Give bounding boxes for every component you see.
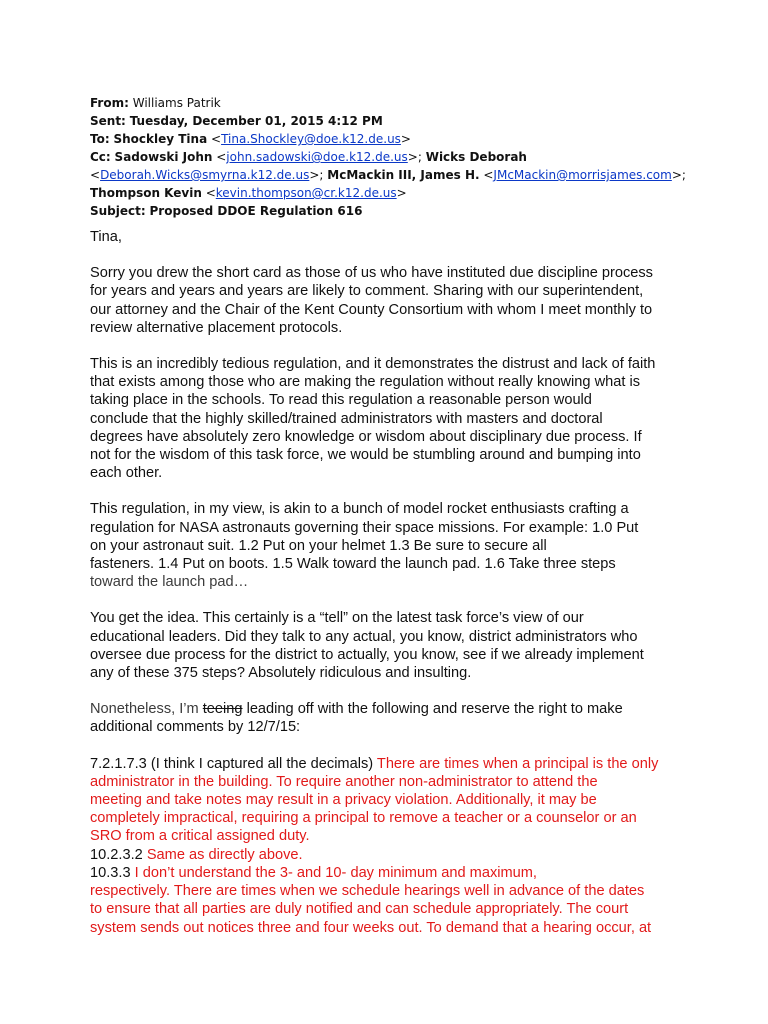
text-line: taking place in the schools. To read this regulation a reasonable person would: [90, 392, 592, 409]
cc-email-link-3[interactable]: kevin.thompson@cr.k12.de.us: [215, 186, 397, 200]
email-body: [90, 228, 710, 955]
text-line: oversee due process for the district to actually, you know, see if we already implement: [90, 646, 644, 663]
text-line: This is an incredibly tedious regulation, and it demonstrates the distrust and lack of faith: [90, 356, 656, 373]
comments-block: [90, 755, 710, 937]
text-line: additional comments by 12/7/15:: [90, 719, 301, 736]
to-line: To: Shockley Tina <Tina.Shockley@doe.k12.de.us>: [90, 132, 411, 146]
to-label: To:: [90, 132, 110, 146]
greeting: Tina,: [90, 229, 122, 245]
text-line: You get the idea. This certainly is a “tell” on the latest task force’s view of our: [90, 610, 584, 627]
subject-label: Subject:: [90, 204, 146, 218]
cc-name-3: Thompson Kevin: [90, 186, 202, 200]
paragraph-4: [90, 609, 710, 682]
email-header: [90, 94, 710, 220]
cc-email-link-0[interactable]: john.sadowski@doe.k12.de.us: [226, 150, 408, 164]
comment-line: meeting and take notes may result in a privacy violation. Additionally, it may be: [90, 792, 597, 809]
paragraph-3: [90, 500, 710, 591]
text-line: educational leaders. Did they talk to any actual, you know, district administrators who: [90, 628, 638, 645]
text-line: not for the wisdom of this task force, we would be stumbling around and bumping into: [90, 447, 641, 464]
comment-line: [90, 864, 710, 882]
text-line: regulation for NASA astronauts governing their space missions. For example: 1.0 Put: [90, 519, 639, 536]
comment-line: [90, 846, 710, 864]
sent-label: Sent:: [90, 114, 126, 128]
text-line: This regulation, in my view, is akin to a bunch of model rocket enthusiasts crafting a: [90, 501, 629, 518]
sent-value: Tuesday, December 01, 2015 4:12 PM: [129, 114, 383, 128]
text-line: [90, 700, 710, 718]
paragraph-2: [90, 355, 710, 482]
text-start: Nonetheless, I’m: [90, 701, 203, 718]
cc-email-link-1[interactable]: Deborah.Wicks@smyrna.k12.de.us: [100, 168, 310, 182]
comment-line: respectively. There are times when we schedule hearings well in advance of the dates: [90, 883, 645, 900]
paragraph-1: [90, 264, 710, 337]
subject-line: [90, 202, 710, 220]
comment-number: 10.3.3: [90, 864, 135, 881]
text-line: for years and years and years are likely to comment. Sharing with our superintendent,: [90, 283, 644, 300]
paragraph-5: [90, 700, 710, 736]
comment-text: Same as directly above.: [146, 846, 303, 863]
text-line: toward the launch pad…: [90, 574, 249, 591]
struck-word: teeing: [202, 701, 243, 718]
text-line: conclude that the highly skilled/trained administrators with masters and doctoral: [90, 410, 603, 427]
cc-line-3: Thompson Kevin <kevin.thompson@cr.k12.de.us>: [90, 186, 407, 200]
text-line: degrees have absolutely zero knowledge or wisdom about disciplinary due process. If: [90, 428, 642, 445]
text-line: that exists among those who are making the regulation without really knowing what is: [90, 374, 640, 391]
comment-text: There are times when a principal is the only: [376, 755, 659, 772]
subject-value: Proposed DDOE Regulation 616: [149, 204, 363, 218]
text-line: on your astronaut suit. 1.2 Put on your helmet 1.3 Be sure to secure all: [90, 537, 547, 554]
from-value: Williams Patrik: [132, 96, 221, 110]
sent-line: [90, 112, 710, 130]
from-line: [90, 94, 710, 112]
from-label: From:: [90, 96, 129, 110]
to-name: Shockley Tina: [113, 132, 208, 146]
text-line: each other.: [90, 465, 163, 482]
text-line: our attorney and the Chair of the Kent County Consortium with whom I meet monthly to: [90, 301, 653, 318]
text-line: fasteners. 1.4 Put on boots. 1.5 Walk toward the launch pad. 1.6 Take three steps: [90, 556, 616, 573]
comment-number: 7.2.1.7.3 (I think I captured all the decimals): [90, 755, 377, 772]
comment-line: [90, 755, 710, 773]
cc-name-0: Sadowski John: [114, 150, 213, 164]
comment-text: I don’t understand the 3- and 10- day minimum and maximum,: [134, 864, 537, 881]
cc-label: Cc:: [90, 150, 111, 164]
cc-name-2: McMackin III, James H.: [327, 168, 480, 182]
comment-line: system sends out notices three and four weeks out. To demand that a hearing occur, at: [90, 919, 652, 936]
comment-line: completely impractical, requiring a principal to remove a teacher or a counselor or an: [90, 810, 637, 827]
comment-line: administrator in the building. To require another non-administrator to attend the: [90, 773, 598, 790]
text-rest: leading off with the following and reserve the right to make: [242, 701, 623, 718]
comment-line: to ensure that all parties are duly notified and can schedule appropriately. The court: [90, 901, 629, 918]
text-line: Sorry you drew the short card as those of us who have instituted due discipline process: [90, 265, 653, 282]
comment-line: SRO from a critical assigned duty.: [90, 828, 310, 845]
cc-line-2: <Deborah.Wicks@smyrna.k12.de.us>; McMackin III, James H. <JMcMackin@morrisjames.com>;: [90, 168, 686, 182]
text-line: review alternative placement protocols.: [90, 319, 343, 336]
cc-line: Cc: Sadowski John <john.sadowski@doe.k12.de.us>; Wicks Deborah: [90, 150, 527, 164]
comment-number: 10.2.3.2: [90, 846, 147, 863]
to-email-link[interactable]: Tina.Shockley@doe.k12.de.us: [221, 132, 401, 146]
cc-name-1: Wicks Deborah: [425, 150, 527, 164]
text-line: any of these 375 steps? Absolutely ridiculous and insulting.: [90, 665, 472, 682]
cc-email-link-2[interactable]: JMcMackin@morrisjames.com: [493, 168, 672, 182]
